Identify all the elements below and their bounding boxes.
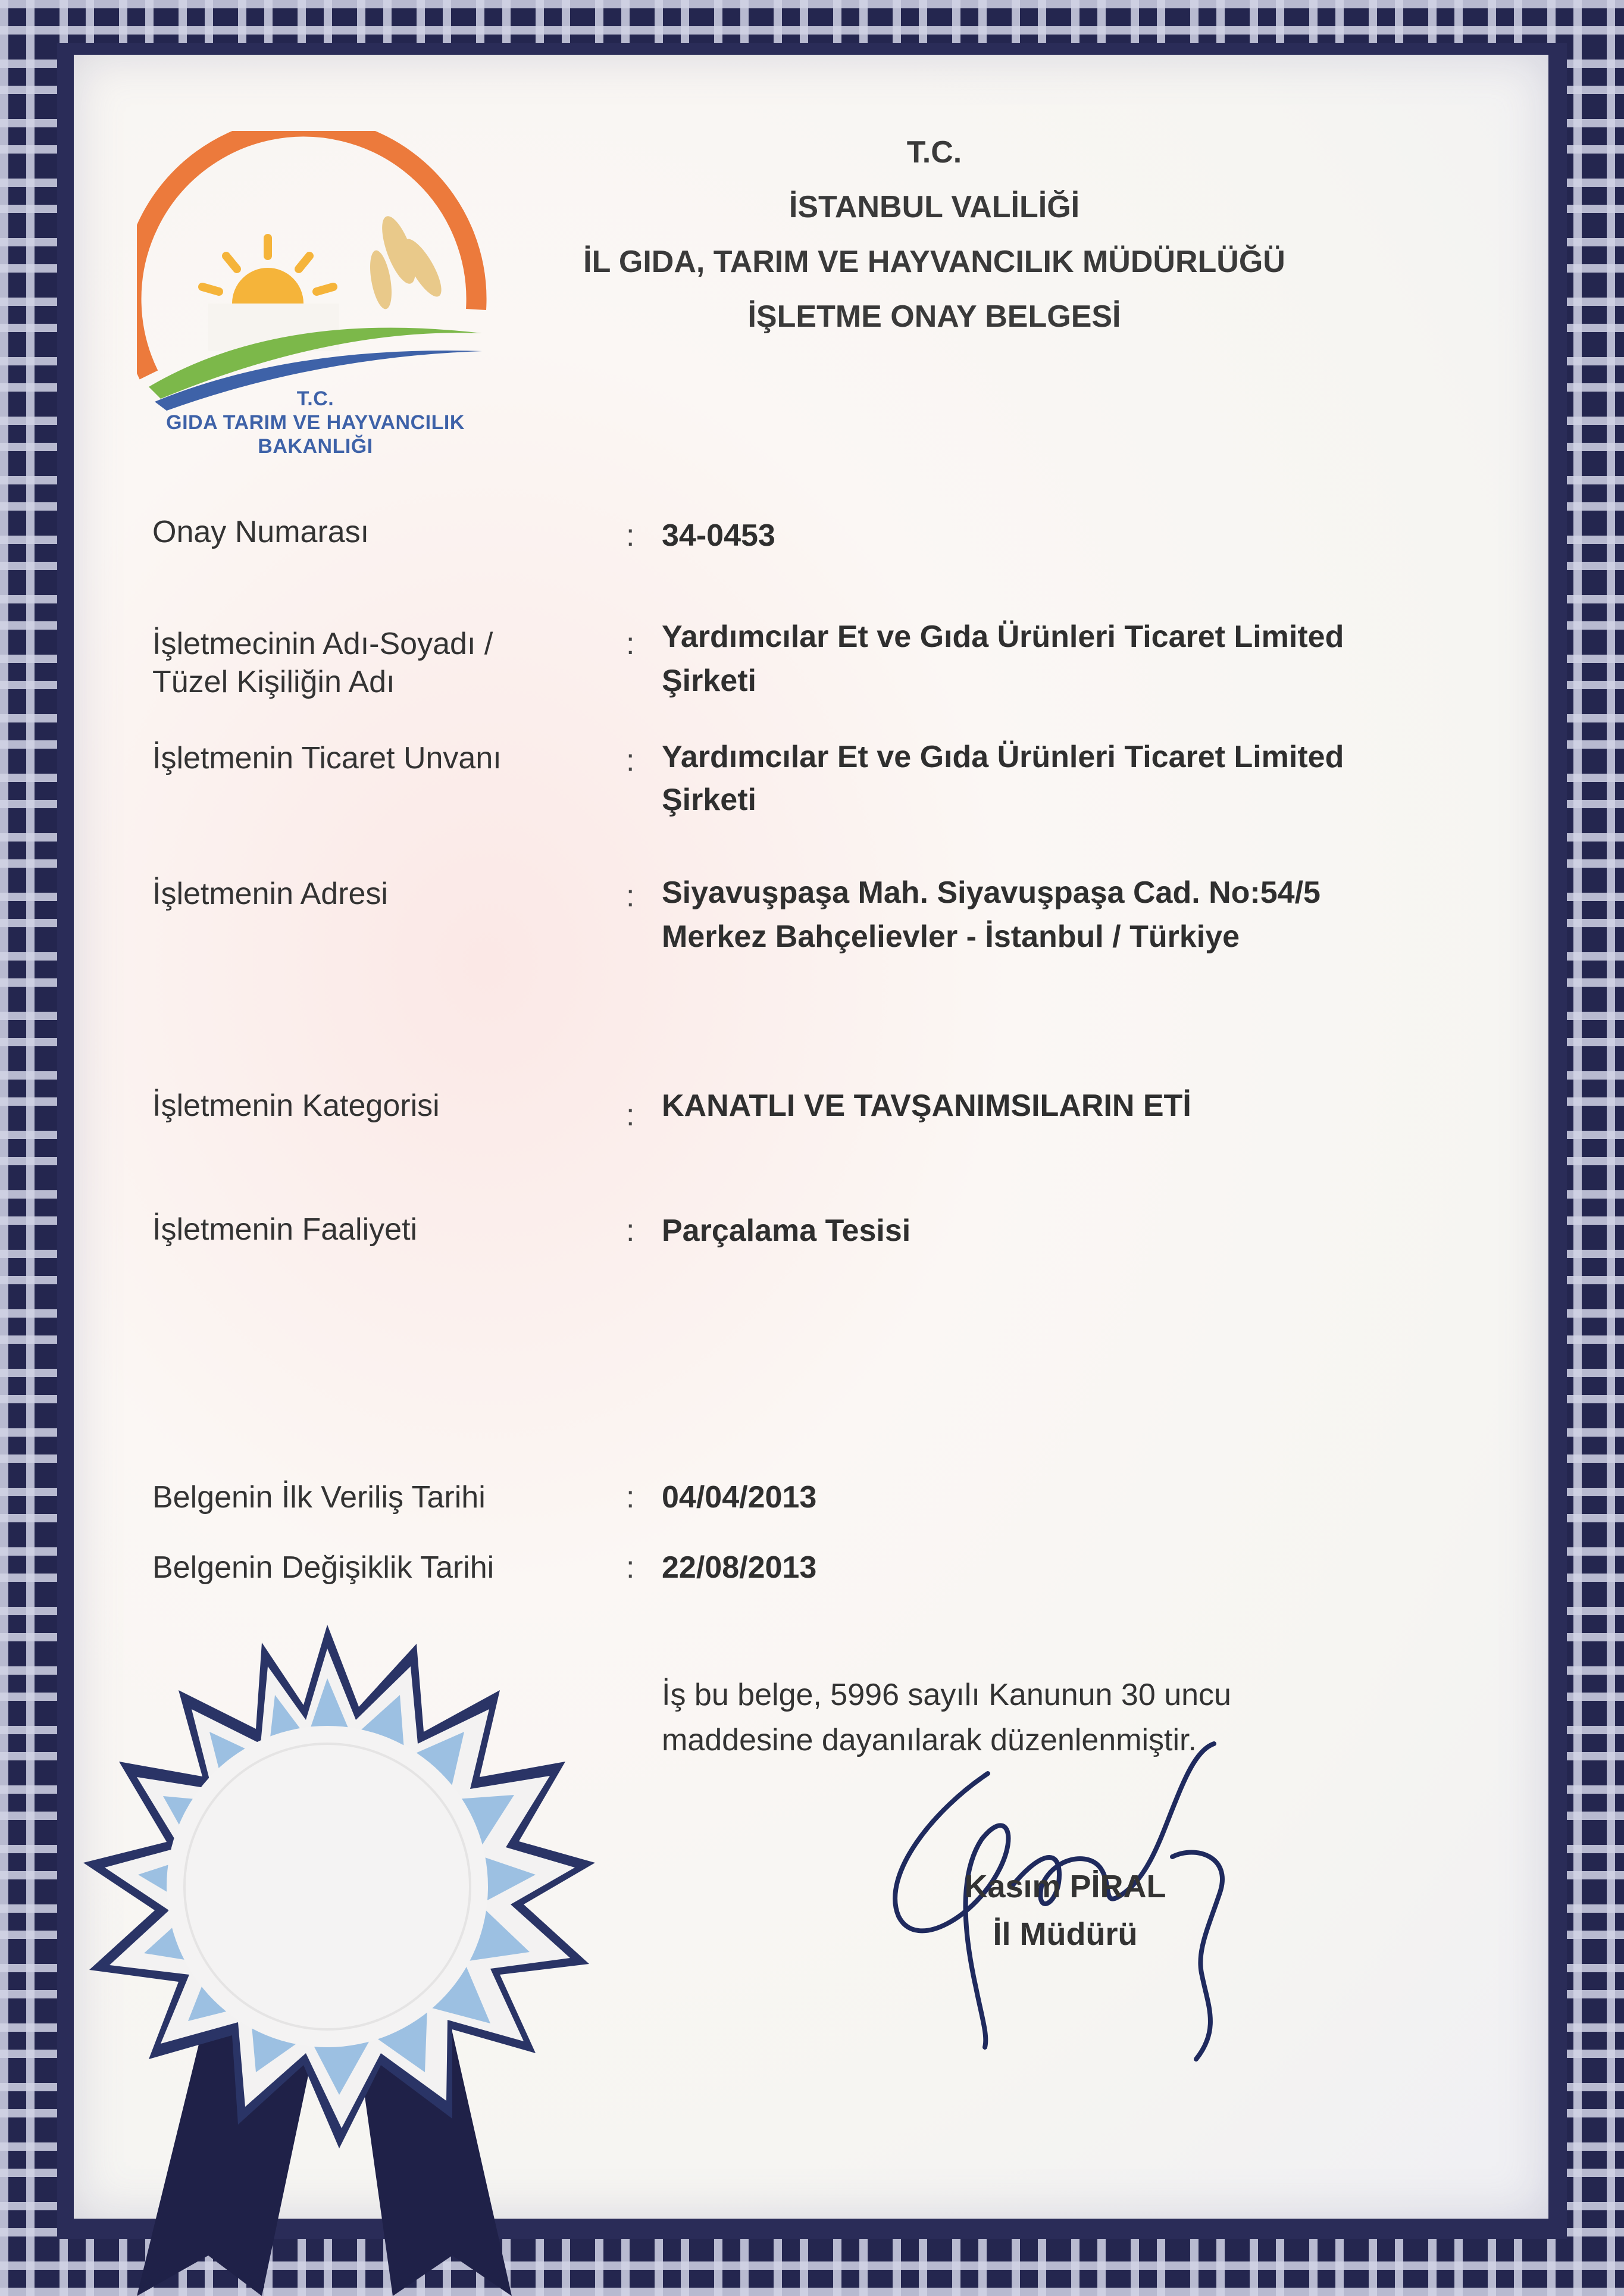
legal-line-1: İş bu belge, 5996 sayılı Kanunun 30 uncu xyxy=(662,1678,1231,1712)
degisiklik-tarih-label: Belgenin Değişiklik Tarihi xyxy=(152,1550,495,1585)
adres-label: İşletmenin Adresi xyxy=(152,877,388,911)
isletmeci-value-2: Şirketi xyxy=(662,664,756,698)
header-valilik: İSTANBUL VALİLİĞİ xyxy=(788,190,1080,224)
kategori-label: İşletmenin Kategorisi xyxy=(152,1088,440,1123)
signer-title: İl Müdürü xyxy=(993,1916,1138,1952)
isletmeci-value-1: Yardımcılar Et ve Gıda Ürünleri Ticaret Limited xyxy=(662,620,1344,654)
unvan-value-2: Şirketi xyxy=(662,783,756,817)
signer-block xyxy=(916,1863,1214,1958)
adres-value-1: Siyavuşpaşa Mah. Siyavuşpaşa Cad. No:54/5 xyxy=(662,875,1321,910)
unvan-label: İşletmenin Ticaret Unvanı xyxy=(152,741,502,775)
kategori-colon: : xyxy=(626,1098,635,1133)
logo-line-2: GIDA TARIM VE HAYVANCILIK xyxy=(166,411,465,434)
isletmeci-label-1: İşletmecinin Adı-Soyadı / xyxy=(152,627,493,661)
ilk-tarih-value: 04/04/2013 xyxy=(662,1480,817,1515)
onay-value: 34-0453 xyxy=(662,518,775,553)
kategori-value: KANATLI VE TAVŞANIMSILARIN ETİ xyxy=(662,1088,1191,1123)
degisiklik-tarih-value: 22/08/2013 xyxy=(662,1550,817,1585)
degisiklik-tarih-colon: : xyxy=(626,1550,635,1585)
isletmeci-colon: : xyxy=(626,627,635,661)
faaliyet-colon: : xyxy=(626,1213,635,1248)
ilk-tarih-label: Belgenin İlk Veriliş Tarihi xyxy=(152,1480,486,1515)
legal-line-2: maddesine dayanılarak düzenlenmiştir. xyxy=(662,1723,1197,1757)
isletmeci-label-2: Tüzel Kişiliğin Adı xyxy=(152,665,395,699)
signer-name: Kasım PİRAL xyxy=(964,1869,1166,1904)
logo-line-3: BAKANLIĞI xyxy=(258,435,373,458)
unvan-colon: : xyxy=(626,743,635,778)
header-title: İŞLETME ONAY BELGESİ xyxy=(747,299,1121,334)
certificate-header xyxy=(464,125,1404,344)
logo-line-1: T.C. xyxy=(296,387,334,410)
faaliyet-label: İşletmenin Faaliyeti xyxy=(152,1212,418,1247)
award-seal-icon xyxy=(60,1625,595,2296)
header-mudurluk: İL GIDA, TARIM VE HAYVANCILIK MÜDÜRLÜĞÜ xyxy=(583,245,1285,279)
adres-value-2: Merkez Bahçelievler - İstanbul / Türkiye xyxy=(662,919,1240,954)
ilk-tarih-colon: : xyxy=(626,1480,635,1515)
unvan-value-1: Yardımcılar Et ve Gıda Ürünleri Ticaret Limited xyxy=(662,740,1344,774)
onay-colon: : xyxy=(626,518,635,553)
faaliyet-value: Parçalama Tesisi xyxy=(662,1213,911,1248)
adres-colon: : xyxy=(626,879,635,914)
onay-label: Onay Numarası xyxy=(152,515,370,549)
ministry-logo-text xyxy=(137,387,494,458)
header-tc: T.C. xyxy=(906,135,962,170)
